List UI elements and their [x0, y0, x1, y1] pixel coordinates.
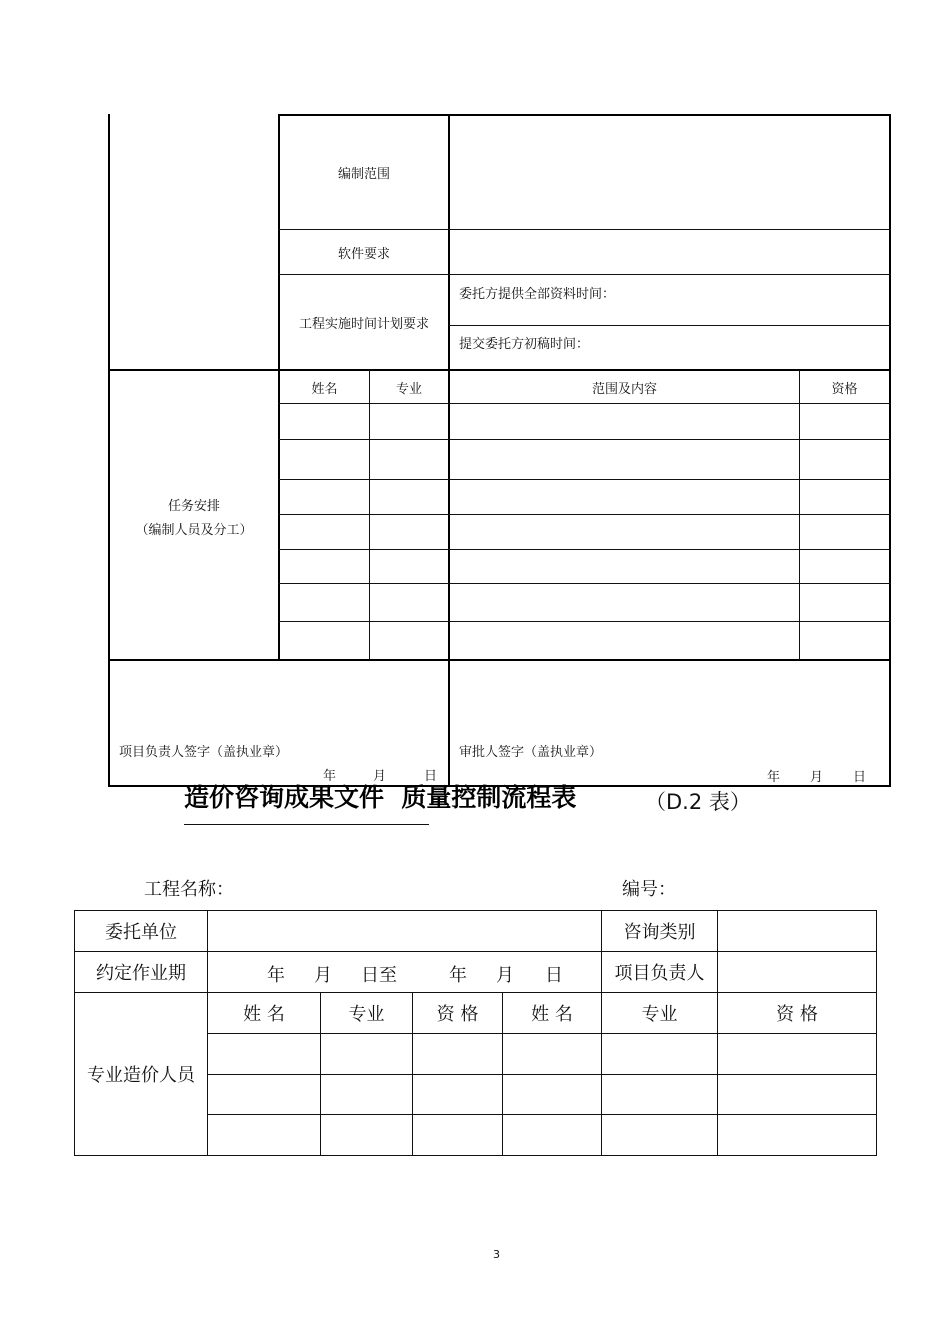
staff-header-qualification-1: 资 格 — [436, 1004, 479, 1025]
approver-date-day: 日 — [853, 770, 867, 785]
period-month-2: 月 — [496, 965, 514, 986]
task-header-major: 专业 — [395, 381, 422, 397]
period-label: 约定作业期 — [96, 963, 186, 984]
software-requirement-label: 软件要求 — [337, 246, 390, 262]
leader-signature-label: 项目负责人签字（盖执业章） — [119, 745, 289, 760]
task-header-name: 姓名 — [311, 381, 338, 397]
task-arrangement-subtitle: （编制人员及分工） — [135, 523, 253, 538]
task-header-scope: 范围及内容 — [591, 381, 657, 397]
period-year-2: 年 — [449, 965, 467, 986]
form-title-suffix: （D.2 表） — [645, 790, 751, 814]
client-label: 委托单位 — [105, 922, 177, 943]
client-data-time-label: 委托方提供全部资料时间： — [459, 287, 616, 302]
project-manager-label: 项目负责人 — [614, 963, 705, 984]
approver-signature-label: 审批人签字（盖执业章） — [459, 745, 603, 760]
staff-header-qualification-2: 资 格 — [776, 1004, 818, 1025]
staff-header-name-1: 姓 名 — [243, 1004, 285, 1025]
title-underline — [184, 824, 429, 825]
staff-header-name-2: 姓 名 — [531, 1004, 573, 1025]
leader-date-day: 日 — [424, 769, 438, 784]
number-label: 编号： — [622, 879, 676, 900]
period-year-1: 年 — [267, 965, 285, 986]
project-name-label: 工程名称： — [144, 879, 234, 900]
compile-scope-label: 编制范围 — [337, 167, 390, 182]
staff-header-major-2: 专业 — [641, 1004, 678, 1025]
task-arrangement-title: 任务安排 — [167, 499, 220, 514]
approver-date-month: 月 — [810, 770, 824, 785]
staff-label: 专业造价人员 — [87, 1065, 195, 1086]
approver-date-year: 年 — [767, 770, 781, 785]
period-month-1: 月 — [314, 965, 332, 986]
leader-date-month: 月 — [373, 769, 387, 784]
period-day-2: 日 — [545, 965, 563, 986]
form-title: 造价咨询成果文件 质量控制流程表 — [184, 783, 577, 812]
consult-type-label: 咨询类别 — [623, 922, 696, 943]
task-header-qualification: 资格 — [831, 381, 858, 397]
first-draft-time-label: 提交委托方初稿时间： — [459, 337, 590, 352]
staff-header-major-1: 专业 — [348, 1004, 385, 1025]
schedule-requirement-label: 工程实施时间计划要求 — [298, 316, 429, 332]
page-number: 3 — [493, 1248, 500, 1261]
leader-date-year: 年 — [323, 769, 337, 784]
period-to: 日至 — [361, 965, 397, 986]
task-arrangement-label — [110, 495, 278, 543]
